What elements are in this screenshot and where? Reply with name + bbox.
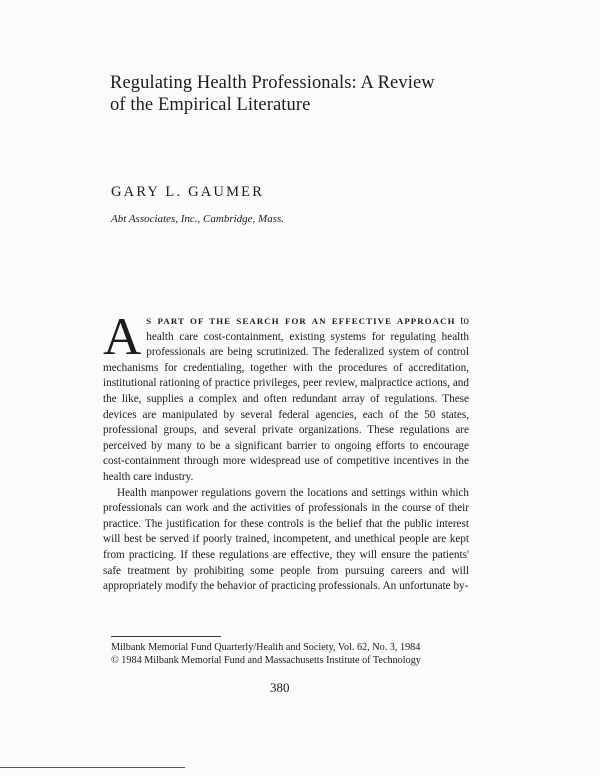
footnote: [111, 641, 471, 667]
article-title: [110, 72, 510, 116]
paragraph-2: Health manpower regulations govern the locations and settings within which professionals can work and the activities of professionals in the course of their practice. The justification for these controls is the belief that the public interest will best be served if poorly trained, incompetent, and unethical people are kept from practicing. If these regulations are effective, they will ensure the patients' safe treatment by prohibiting some people from pursuing careers and will appropriately modify the behavior of practicing professionals. An unfortunate by-: [103, 486, 469, 593]
footnote-line-1: Milbank Memorial Fund Quarterly/Health and Society, Vol. 62, No. 3, 1984: [111, 642, 421, 653]
footnote-rule: [111, 636, 221, 637]
author-name: GARY L. GAUMER: [111, 184, 265, 200]
footnote-line-2: © 1984 Milbank Memorial Fund and Massachusetts Institute of Technology: [111, 655, 421, 666]
author-affiliation: Abt Associates, Inc., Cambridge, Mass.: [111, 213, 285, 225]
page-number: 380: [270, 680, 290, 695]
scan-edge-line: [0, 767, 185, 768]
drop-cap: A: [103, 308, 142, 366]
lead-in-caps: S PART OF THE SEARCH FOR AN EFFECTIVE APPROACH: [146, 316, 456, 326]
title-line-1: Regulating Health Professionals: A Review: [110, 73, 435, 93]
title-line-2: of the Empirical Literature: [110, 95, 311, 115]
paragraph-1: [103, 308, 469, 486]
article-body: [103, 308, 469, 595]
paragraph-1-text: to health care cost-containment, existing systems for regulating health professionals are being scrutinized. The federalized system of control mechanisms for credentialing, together with the procedures of accreditation, institutional rationing of practice privileges, peer review, malpractice actions, and the like, supplies a complex and often redundant array of regulations. These devices are manipulated by several federal agencies, each of the 50 states, professional groups, and several private organizations. These regulations are perceived by many to be a significant barrier to ongoing efforts to encourage cost-containment through more widespread use of competitive incentives in the health care industry.: [103, 315, 469, 483]
